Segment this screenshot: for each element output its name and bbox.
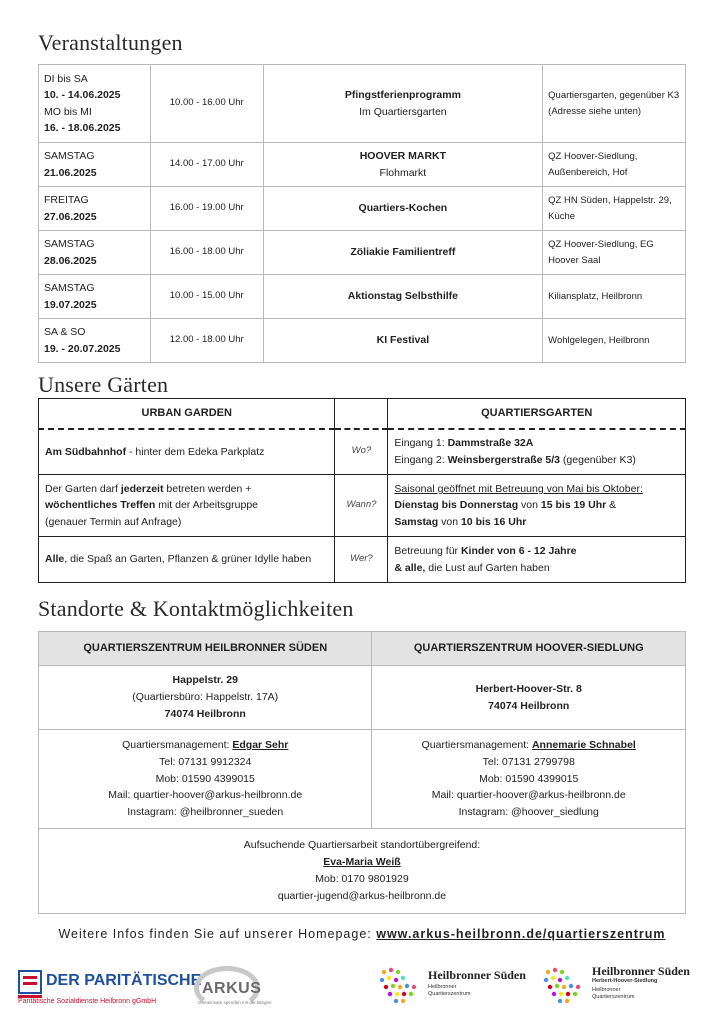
event-location: QZ Hoover-Siedlung, EG Hoover Saal: [543, 231, 686, 275]
text-bold: Dienstag bis Donnerstag: [394, 499, 519, 512]
contact-row: [39, 730, 686, 829]
quartiersgarten-location: [388, 429, 686, 475]
event-row: [39, 65, 686, 143]
urban-garden-place-detail: - hinter dem Edeka Parkplatz: [126, 445, 265, 458]
instagram: Instagram: @heilbronner_sueden: [127, 806, 284, 819]
event-time: 14.00 - 17.00 Uhr: [150, 143, 263, 187]
hn-sueden-sub: Heilbronner: [428, 984, 457, 990]
quartiersgarten-header: QUARTIERSGARTEN: [388, 399, 686, 429]
text: mit der Arbeitsgruppe: [155, 499, 258, 512]
text-bold: wöchentliches Treffen: [45, 499, 156, 512]
event-day: SAMSTAG: [44, 150, 95, 163]
event-location: Kiliansplatz, Heilbronn: [543, 275, 686, 319]
event-date: [39, 187, 151, 231]
event-row: [39, 275, 686, 319]
event-location: Wohlgelegen, Heilbronn: [543, 319, 686, 363]
event-title-text: Aktionstag Selbsthilfe: [347, 290, 459, 303]
event-date: [39, 275, 151, 319]
text-bold: jederzeit: [120, 483, 164, 496]
event-location: QZ Hoover-Siedlung, Außenbereich, Hof: [543, 143, 686, 187]
manager-name: Edgar Sehr: [232, 739, 289, 751]
text: &: [606, 499, 617, 512]
outreach-label: Aufsuchende Quartiersarbeit standortübergreifend:: [243, 839, 481, 852]
dots-icon: [542, 966, 586, 1006]
event-row: [39, 231, 686, 275]
event-title: [263, 275, 543, 319]
mobile: Mob: 01590 4399015: [479, 772, 579, 785]
where-label: Wo?: [335, 429, 388, 475]
homepage-info: [0, 927, 724, 941]
text-bold: & alle,: [394, 561, 426, 574]
event-date-value: 19. - 20.07.2025: [44, 342, 121, 355]
contacts-table: [38, 631, 686, 914]
contacts-header-row: [39, 632, 686, 666]
event-title: [263, 319, 543, 363]
text: Betreuung für: [394, 545, 461, 558]
arkus-logo: [190, 966, 270, 1016]
event-title-text: Quartiers-Kochen: [358, 202, 448, 215]
event-date: [39, 231, 151, 275]
paritaetische-subtitle: Paritätische Sozialdienste Heilbronn gGmbH: [18, 998, 157, 1005]
contact-hoover-siedlung: [372, 730, 686, 829]
event-subtitle: Im Quartiersgarten: [359, 105, 447, 118]
event-date-value: 21.06.2025: [44, 166, 97, 179]
urban-garden-location: [39, 429, 335, 475]
event-title-text: Zöliakie Familientreff: [350, 246, 456, 259]
text: (genauer Termin auf Anfrage): [45, 515, 182, 528]
event-title: [263, 231, 543, 275]
event-time: 16.00 - 18.00 Uhr: [150, 231, 263, 275]
city: 74074 Heilbronn: [164, 707, 246, 720]
entrance-address: Dammstraße 32A: [447, 437, 534, 450]
entrance-label: Eingang 1:: [394, 437, 448, 450]
event-date: [39, 143, 151, 187]
street: Herbert-Hoover-Str. 8: [475, 682, 582, 695]
event-day: DI bis SA: [44, 72, 88, 85]
entrance-label: Eingang 2:: [394, 453, 448, 466]
who-label: Wer?: [335, 537, 388, 583]
event-row: [39, 319, 686, 363]
event-date-value: 10. - 14.06.2025: [44, 89, 121, 102]
event-row: [39, 143, 686, 187]
outreach-contact: [39, 829, 686, 914]
event-day: SAMSTAG: [44, 282, 95, 295]
text-bold: Alle: [45, 553, 65, 566]
event-date-value: 16. - 18.06.2025: [44, 121, 121, 134]
homepage-link[interactable]: www.arkus-heilbronn.de/quartierszentrum: [376, 927, 666, 941]
hoover-sub: Heilbronner: [592, 987, 621, 993]
text-bold: 10 bis 16 Uhr: [460, 515, 527, 528]
event-day: SAMSTAG: [44, 238, 95, 251]
gardens-table: [38, 398, 686, 583]
management-label: Quartiersmanagement:: [421, 739, 532, 751]
office-note: (Quartiersbüro: Happelstr. 17A): [132, 691, 279, 704]
gardens-heading: Unsere Gärten: [38, 372, 169, 397]
outreach-name: Eva-Maria Weiß: [323, 856, 401, 869]
event-title: [263, 187, 543, 231]
hoover-tag: Herbert-Hoover-Siedlung: [592, 978, 658, 984]
email: Mail: quartier-hoover@arkus-heilbronn.de: [108, 789, 303, 802]
address-hoover-siedlung: [372, 666, 686, 730]
event-date-value: 19.07.2025: [44, 298, 97, 311]
hoover-siedlung-header: QUARTIERSZENTRUM HOOVER-SIEDLUNG: [372, 632, 686, 666]
address-row: [39, 666, 686, 730]
event-title: [263, 143, 543, 187]
event-title-text: Pfingstferienprogramm: [344, 89, 461, 102]
events-heading: Veranstaltungen: [38, 30, 183, 55]
paritaetische-name: DER PARITÄTISCHE: [46, 972, 202, 989]
arkus-name: ARKUS: [202, 980, 262, 997]
gardens-header-row: [39, 399, 686, 429]
email: quartier-jugend@arkus-heilbronn.de: [277, 889, 447, 902]
event-location: Quartiersgarten, gegenüber K3 (Adresse siehe unten): [543, 65, 686, 143]
events-table: [38, 64, 686, 363]
text: von: [438, 515, 461, 528]
entrance-note: (gegenüber K3): [560, 453, 636, 466]
event-date-value: 28.06.2025: [44, 254, 97, 267]
event-date: [39, 319, 151, 363]
paritaetische-emblem-icon: [18, 970, 42, 994]
phone: Tel: 07131 2799798: [482, 755, 575, 768]
text: , die Spaß an Garten, Pflanzen & grüner Idylle haben: [64, 553, 312, 566]
email: Mail: quartier-hoover@arkus-heilbronn.de: [431, 789, 626, 802]
text: die Lust auf Garten haben: [425, 561, 550, 574]
outreach-row: [39, 829, 686, 914]
event-time: 10.00 - 16.00 Uhr: [150, 65, 263, 143]
event-day: SA & SO: [44, 326, 86, 339]
event-day: MO bis MI: [44, 105, 92, 118]
phone: Tel: 07131 9912324: [159, 755, 252, 768]
event-date-value: 27.06.2025: [44, 210, 97, 223]
hn-sueden-title: Heilbronner Süden: [428, 968, 526, 982]
paritaetische-logo: [18, 968, 202, 1024]
urban-garden-place: Am Südbahnhof: [45, 445, 127, 458]
event-row: [39, 187, 686, 231]
heilbronner-sueden-logo: [378, 964, 538, 1012]
season-note: Saisonal geöffnet mit Betreuung von Mai bis Oktober:: [394, 483, 643, 496]
street: Happelstr. 29: [172, 674, 238, 687]
urban-garden-header: URBAN GARDEN: [39, 399, 335, 429]
event-title: [263, 65, 543, 143]
address-heilbronner-sueden: [39, 666, 372, 730]
gardens-row-when: [39, 475, 686, 537]
heilbronner-sueden-header: QUARTIERSZENTRUM HEILBRONNER SÜDEN: [39, 632, 372, 666]
contact-heilbronner-sueden: [39, 730, 372, 829]
entrance-address: Weinsbergerstraße 5/3: [447, 453, 561, 466]
when-label: Wann?: [335, 475, 388, 537]
event-location: QZ HN Süden, Happelstr. 29, Küche: [543, 187, 686, 231]
gardens-row-where: [39, 429, 686, 475]
text: betreten werden +: [163, 483, 252, 496]
event-date: [39, 65, 151, 143]
hoover-title: Heilbronner Süden: [592, 964, 690, 978]
gardens-header-spacer: [335, 399, 388, 429]
event-subtitle: Flohmarkt: [379, 166, 427, 179]
contacts-heading: Standorte & Kontaktmöglichkeiten: [38, 596, 354, 621]
text-bold: Samstag: [394, 515, 439, 528]
dots-icon: [378, 966, 422, 1006]
event-day: FREITAG: [44, 194, 89, 207]
text: Der Garten darf: [45, 483, 121, 496]
management-label: Quartiersmanagement:: [122, 739, 233, 751]
quartiersgarten-audience: [388, 537, 686, 583]
hoover-siedlung-logo: [542, 964, 712, 1012]
hn-sueden-sub2: Quartierszentrum: [428, 991, 471, 997]
gardens-row-who: [39, 537, 686, 583]
instagram: Instagram: @hoover_siedlung: [458, 806, 599, 819]
event-time: 10.00 - 15.00 Uhr: [150, 275, 263, 319]
city: 74074 Heilbronn: [488, 699, 570, 712]
text: von: [518, 499, 541, 512]
text-bold: 15 bis 19 Uhr: [540, 499, 607, 512]
urban-garden-times: [39, 475, 335, 537]
homepage-text: Weitere Infos finden Sie auf unserer Homepage:: [58, 927, 377, 941]
manager-name: Annemarie Schnabel: [531, 739, 636, 751]
text-bold: Kinder von 6 - 12 Jahre: [460, 545, 577, 558]
event-title-text: KI Festival: [376, 334, 430, 347]
mobile: Mob: 0170 9801929: [315, 873, 409, 885]
arkus-subtitle: Gemeinsam spenden mit der Bürgeri: [198, 1000, 272, 1005]
event-time: 12.00 - 18.00 Uhr: [150, 319, 263, 363]
urban-garden-audience: [39, 537, 335, 583]
mobile: Mob: 01590 4399015: [155, 772, 255, 785]
quartiersgarten-times: [388, 475, 686, 537]
hoover-sub2: Quartierszentrum: [592, 994, 635, 1000]
event-time: 16.00 - 19.00 Uhr: [150, 187, 263, 231]
event-title-text: HOOVER MARKT: [359, 150, 447, 163]
